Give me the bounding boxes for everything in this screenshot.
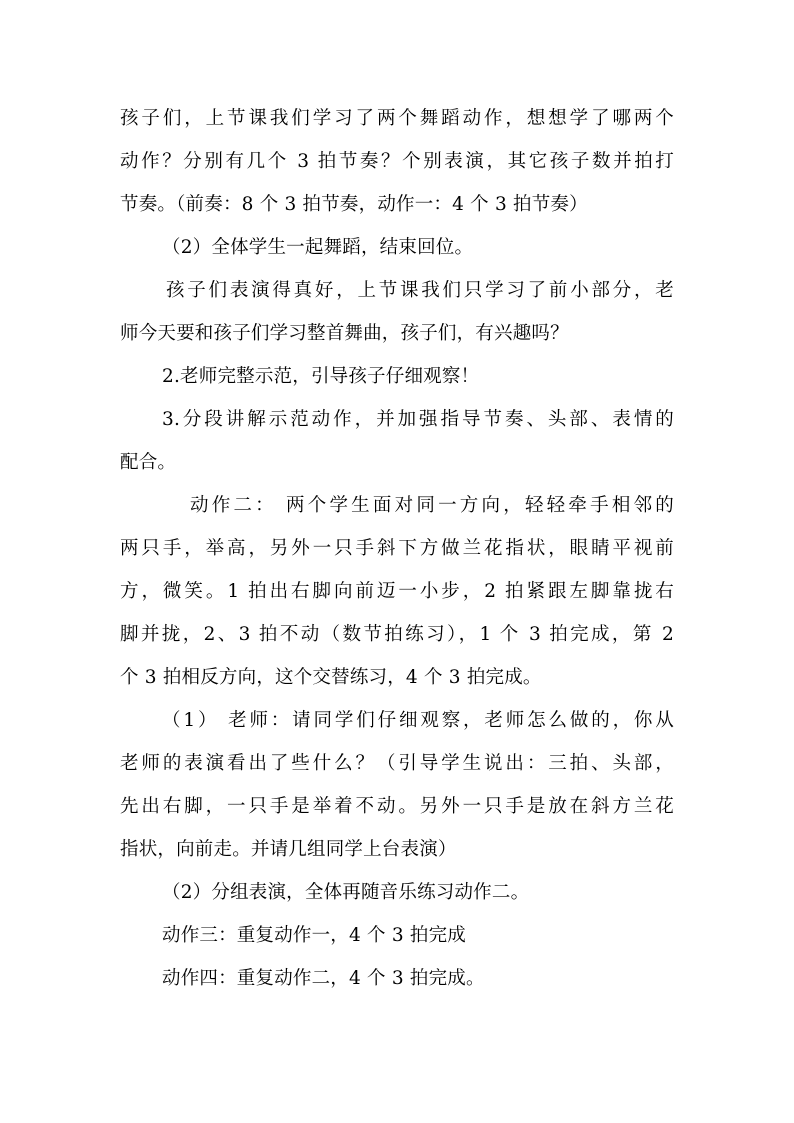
text-line-17: 先出右脚，一只手是举着不动。另外一只手是放在斜方兰花 bbox=[120, 796, 674, 817]
text-line-1: 孩子们，上节课我们学习了两个舞蹈动作，想想学了哪两个 bbox=[120, 108, 674, 129]
text-line-15: （1） 老师：请同学们仔细观察，老师怎么做的，你从 bbox=[162, 710, 674, 731]
text-line-9: 配合。 bbox=[120, 452, 177, 473]
text-line-4: （2）全体学生一起舞蹈，结束回位。 bbox=[162, 237, 474, 258]
text-line-12: 方，微笑。1 拍出右脚向前迈一小步，2 拍紧跟左脚靠拢右 bbox=[120, 581, 674, 602]
text-line-3: 节奏。（前奏：8 个 3 拍节奏，动作一：4 个 3 拍节奏） bbox=[120, 194, 588, 215]
text-line-2: 动作？分别有几个 3 拍节奏？个别表演，其它孩子数并拍打 bbox=[120, 151, 674, 172]
text-line-6: 师今天要和孩子们学习整首舞曲，孩子们，有兴趣吗？ bbox=[120, 323, 569, 344]
text-line-18: 指状，向前走。并请几组同学上台表演） bbox=[120, 839, 457, 860]
text-line-21: 动作四：重复动作二，4 个 3 拍完成。 bbox=[162, 968, 485, 989]
text-line-14: 个 3 拍相反方向，这个交替练习，4 个 3 拍完成。 bbox=[120, 667, 542, 688]
text-line-10: 动作二： 两个学生面对同一方向，轻轻牵手相邻的 bbox=[190, 495, 674, 516]
text-line-16: 老师的表演看出了些什么？（引导学生说出：三拍、头部， bbox=[120, 753, 674, 774]
text-line-19: （2）分组表演，全体再随音乐练习动作二。 bbox=[162, 882, 530, 903]
text-line-13: 脚并拢，2、3 拍不动（数节拍练习），1 个 3 拍完成，第 2 bbox=[120, 624, 674, 645]
text-line-8: 3.分段讲解示范动作，并加强指导节奏、头部、表情的 bbox=[162, 409, 674, 430]
text-line-5: 孩子们表演得真好，上节课我们只学习了前小部分，老 bbox=[166, 280, 674, 301]
text-line-20: 动作三：重复动作一，4 个 3 拍完成 bbox=[162, 925, 466, 946]
text-line-11: 两只手，举高，另外一只手斜下方做兰花指状，眼睛平视前 bbox=[120, 538, 674, 559]
text-line-7: 2.老师完整示范，引导孩子仔细观察！ bbox=[162, 366, 480, 387]
